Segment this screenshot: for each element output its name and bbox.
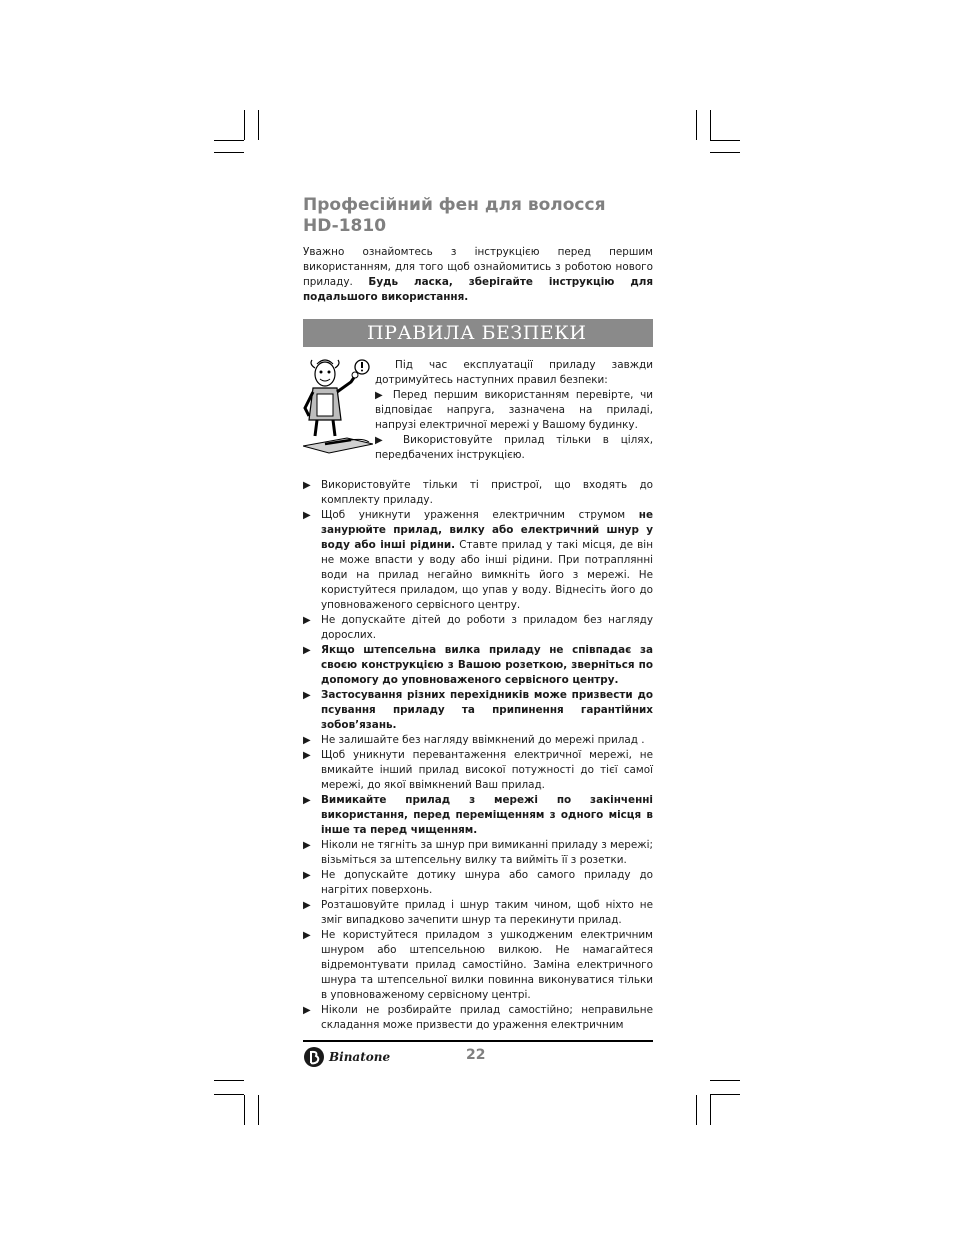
- intro-text: Уважно ознайомтесь з інструкцією перед першим використанням, для того щоб ознайомитись з роботою нового приладу.: [303, 246, 653, 288]
- bullet-arrow-icon: ▶: [303, 735, 311, 746]
- rule-text: Ніколи не розбирайте прилад самостійно; неправильне складання може призвести до ураження електричним: [321, 1004, 653, 1031]
- crop-mark: [710, 1095, 711, 1125]
- crop-mark: [214, 152, 244, 153]
- title-model: HD-1810: [303, 216, 387, 236]
- bullet-arrow-icon: ▶: [303, 480, 311, 491]
- crop-mark: [244, 1095, 245, 1125]
- bullet-arrow-icon: ▶: [303, 510, 311, 521]
- section-heading: [303, 319, 653, 347]
- crop-mark: [214, 140, 244, 141]
- manual-page: [303, 195, 653, 1033]
- rule-text: Ніколи не тягніть за шнур при вимиканні приладу з мережі; візьміться за штепсельну вилку та вийміть її з розетки.: [321, 839, 653, 866]
- rule-text: Щоб уникнути перевантаження електричної мережі, не вмикайте інший прилад високої потужності до тієї самої мережі, до якої ввімкнений Ваш прилад.: [321, 749, 653, 791]
- rule-text: Не допускайте дітей до роботи з приладом без нагляду дорослих.: [321, 614, 653, 641]
- bullet-arrow-icon: ▶: [303, 840, 311, 851]
- document-title: [303, 195, 653, 237]
- list-item: [303, 748, 653, 793]
- crop-mark: [710, 1080, 740, 1081]
- warning-item-text: Використовуйте прилад тільки в цілях, передбачених інструкцією.: [375, 434, 653, 461]
- bullet-arrow-icon: ▶: [303, 900, 311, 911]
- list-item: [303, 478, 653, 508]
- page-number: 22: [466, 1047, 486, 1063]
- list-item: [303, 928, 653, 1003]
- list-item: [303, 688, 653, 733]
- intro-bold-text: Будь ласка, зберігайте інструкцію для подальшого використання.: [303, 276, 653, 303]
- crop-mark: [696, 1095, 697, 1125]
- rule-bold-text: не занурюйте прилад, вилку або електричний шнур у воду або інші рідини.: [321, 509, 653, 551]
- rule-text: Використовуйте тільки ті пристрої, що входять до комплекту приладу.: [321, 479, 653, 506]
- warning-item: [375, 388, 653, 433]
- list-item: [303, 733, 653, 748]
- crop-mark: [710, 152, 740, 153]
- rule-text: Не користуйтеся приладом з ушкодженим електричним шнуром або штепсельною вилкою. Не намагайтеся відремонтувати прилад самостійно. Заміна електричного шнура та штепсельної вилки повинна виконуватися тільки в уповноваженому сервісному центрі.: [321, 929, 653, 1001]
- rule-bold-text: Застосування різних перехідників може призвести до псування приладу та припинення гарантійних зобов’язань.: [321, 689, 653, 731]
- warning-intro: Під час експлуатації приладу завжди дотримуйтесь наступних правил безпеки:: [375, 359, 653, 386]
- list-item: [303, 898, 653, 928]
- list-item: [303, 838, 653, 868]
- binatone-logo-icon: [303, 1046, 325, 1068]
- intro-paragraph: [303, 245, 653, 305]
- brand-logo: [303, 1046, 390, 1068]
- list-item: [303, 868, 653, 898]
- bullet-arrow-icon: ▶: [375, 390, 387, 401]
- crop-mark: [214, 1094, 244, 1095]
- bullet-arrow-icon: ▶: [303, 750, 311, 761]
- crop-mark: [710, 110, 711, 140]
- rule-bold-text: Вимикайте прилад з мережі по закінченні використання, перед переміщенням з одного місця в інше та перед чищенням.: [321, 794, 653, 836]
- crop-mark: [696, 110, 697, 140]
- warning-block: [303, 358, 653, 478]
- list-item: [303, 613, 653, 643]
- rule-text: Не залишайте без нагляду ввімкнений до мережі прилад .: [321, 734, 645, 746]
- bullet-arrow-icon: ▶: [303, 870, 311, 881]
- warning-text: [375, 358, 653, 463]
- bullet-arrow-icon: ▶: [303, 645, 311, 656]
- crop-mark: [214, 1080, 244, 1081]
- bullet-arrow-icon: ▶: [303, 690, 311, 701]
- rule-text: Щоб уникнути ураження електричним струмом: [321, 509, 639, 521]
- list-item: [303, 1003, 653, 1033]
- warning-item-text: Перед першим використанням перевірте, чи відповідає напруга, зазначена на приладі, напрузі електричної мережі у Вашому будинку.: [375, 389, 654, 431]
- footer-divider: [303, 1040, 653, 1042]
- crop-mark: [710, 1094, 740, 1095]
- crop-mark: [258, 110, 259, 140]
- brand-name: Binatone: [329, 1050, 391, 1064]
- title-product: Професійний фен для волосся: [303, 195, 606, 215]
- bullet-arrow-icon: ▶: [303, 1005, 311, 1016]
- crop-mark: [710, 140, 740, 141]
- rule-text: Розташовуйте прилад і шнур таким чином, щоб ніхто не зміг випадково зачепити шнур та перекинути прилад.: [321, 899, 653, 926]
- list-item: [303, 508, 653, 613]
- rule-bold-text: Якщо штепсельна вилка приладу не співпадає за своєю конструкцією з Вашою розеткою, зверніться по допомогу до уповноваженого сервісного центру.: [321, 644, 653, 686]
- warning-item: [375, 433, 653, 463]
- cartoon-man-illustration-icon: [303, 358, 373, 454]
- bullet-arrow-icon: ▶: [375, 435, 392, 446]
- bullet-arrow-icon: ▶: [303, 795, 311, 806]
- bullet-arrow-icon: ▶: [303, 930, 311, 941]
- list-item: [303, 643, 653, 688]
- crop-mark: [258, 1095, 259, 1125]
- list-item: [303, 793, 653, 838]
- rule-text: Не допускайте дотику шнура або самого приладу до нагрітих поверхонь.: [321, 869, 653, 896]
- crop-mark: [244, 110, 245, 140]
- rule-text: Ставте прилад у такі місця, де він не може впасти у воду або інші рідини. При потраплянні води на прилад негайно вимкніть його з мережі. Не користуйтеся приладом, що упав у воду. Віднесіть його до уповноваженого сервісного центру.: [321, 539, 653, 611]
- section-title: ПРАВИЛА БЕЗПЕКИ: [367, 322, 587, 344]
- bullet-arrow-icon: ▶: [303, 615, 311, 626]
- safety-rules-list: [303, 478, 653, 1033]
